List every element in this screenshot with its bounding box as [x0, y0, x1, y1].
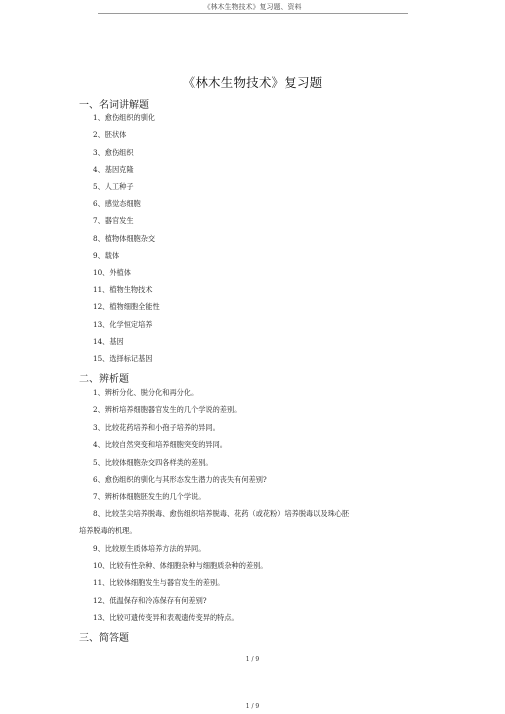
- header-rule: [98, 13, 408, 14]
- list-item: 7、器官发生: [93, 216, 134, 225]
- list-item: 13、化学恒定培养: [93, 320, 153, 329]
- list-item: 9、载体: [93, 251, 120, 260]
- section-heading-terms: 一、名词讲解题: [79, 100, 149, 111]
- list-item: 2、胚状体: [93, 130, 127, 139]
- section-heading-short-answer: 三、简答题: [79, 633, 129, 644]
- list-item: 11、比较体细胞发生与器官发生的差别。: [93, 578, 225, 587]
- list-item: 15、选择标记基因: [93, 354, 153, 363]
- list-item: 13、比较可遗传变异和表观遗传变异的特点。: [93, 613, 239, 622]
- list-item: 10、外植体: [93, 268, 131, 277]
- list-item: 1、辨析分化、脱分化和再分化。: [93, 388, 199, 397]
- list-item: 6、感觉态细胞: [93, 199, 141, 208]
- list-item: 3、比较花药培养和小孢子培养的异同。: [93, 423, 220, 432]
- list-item: 11、植物生物技术: [93, 285, 153, 294]
- list-item-continuation: 培养脱毒的机理。: [79, 526, 137, 535]
- list-item: 9、比较原生质体培养方法的异同。: [93, 544, 206, 553]
- section-heading-discrimination: 二、辨析题: [79, 374, 129, 385]
- page-number-bottom: 1 / 9: [245, 703, 260, 710]
- list-item: 3、愈伤组织: [93, 148, 134, 157]
- list-item: 8、比较茎尖培养脱毒、愈伤组织培养脱毒、花药（或花粉）培养脱毒以及珠心胚: [93, 509, 350, 518]
- list-item: 6、愈伤组织的驯化与其形态发生潜力的丧失有何差别?: [93, 475, 267, 484]
- page-header: 《林木生物技术》复习题、资料: [203, 3, 302, 11]
- list-item: 12、植物细胞全能性: [93, 302, 160, 311]
- list-item: 4、基因克隆: [93, 165, 134, 174]
- list-item: 1、愈伤组织的驯化: [93, 113, 156, 122]
- list-item: 14、基因: [93, 337, 124, 346]
- list-item: 7、辨析体细胞胚发生的几个学说。: [93, 492, 206, 501]
- list-item: 10、比较有性杂种、体细胞杂种与细胞质杂种的差别。: [93, 561, 268, 570]
- document-title: 《林木生物技术》复习题: [182, 75, 323, 90]
- list-item: 5、比较体细胞杂交四各样类的差别。: [93, 458, 213, 467]
- list-item: 4、比较自然突变和培养细胞突变的异同。: [93, 440, 227, 449]
- list-item: 8、植物体细胞杂交: [93, 234, 156, 243]
- list-item: 5、人工种子: [93, 182, 134, 191]
- page-number: 1 / 9: [245, 656, 260, 663]
- list-item: 12、低温保存和冷冻保存有何差别?: [93, 596, 207, 605]
- list-item: 2、辨析培养细胞器官发生的几个学说的差别。: [93, 405, 242, 414]
